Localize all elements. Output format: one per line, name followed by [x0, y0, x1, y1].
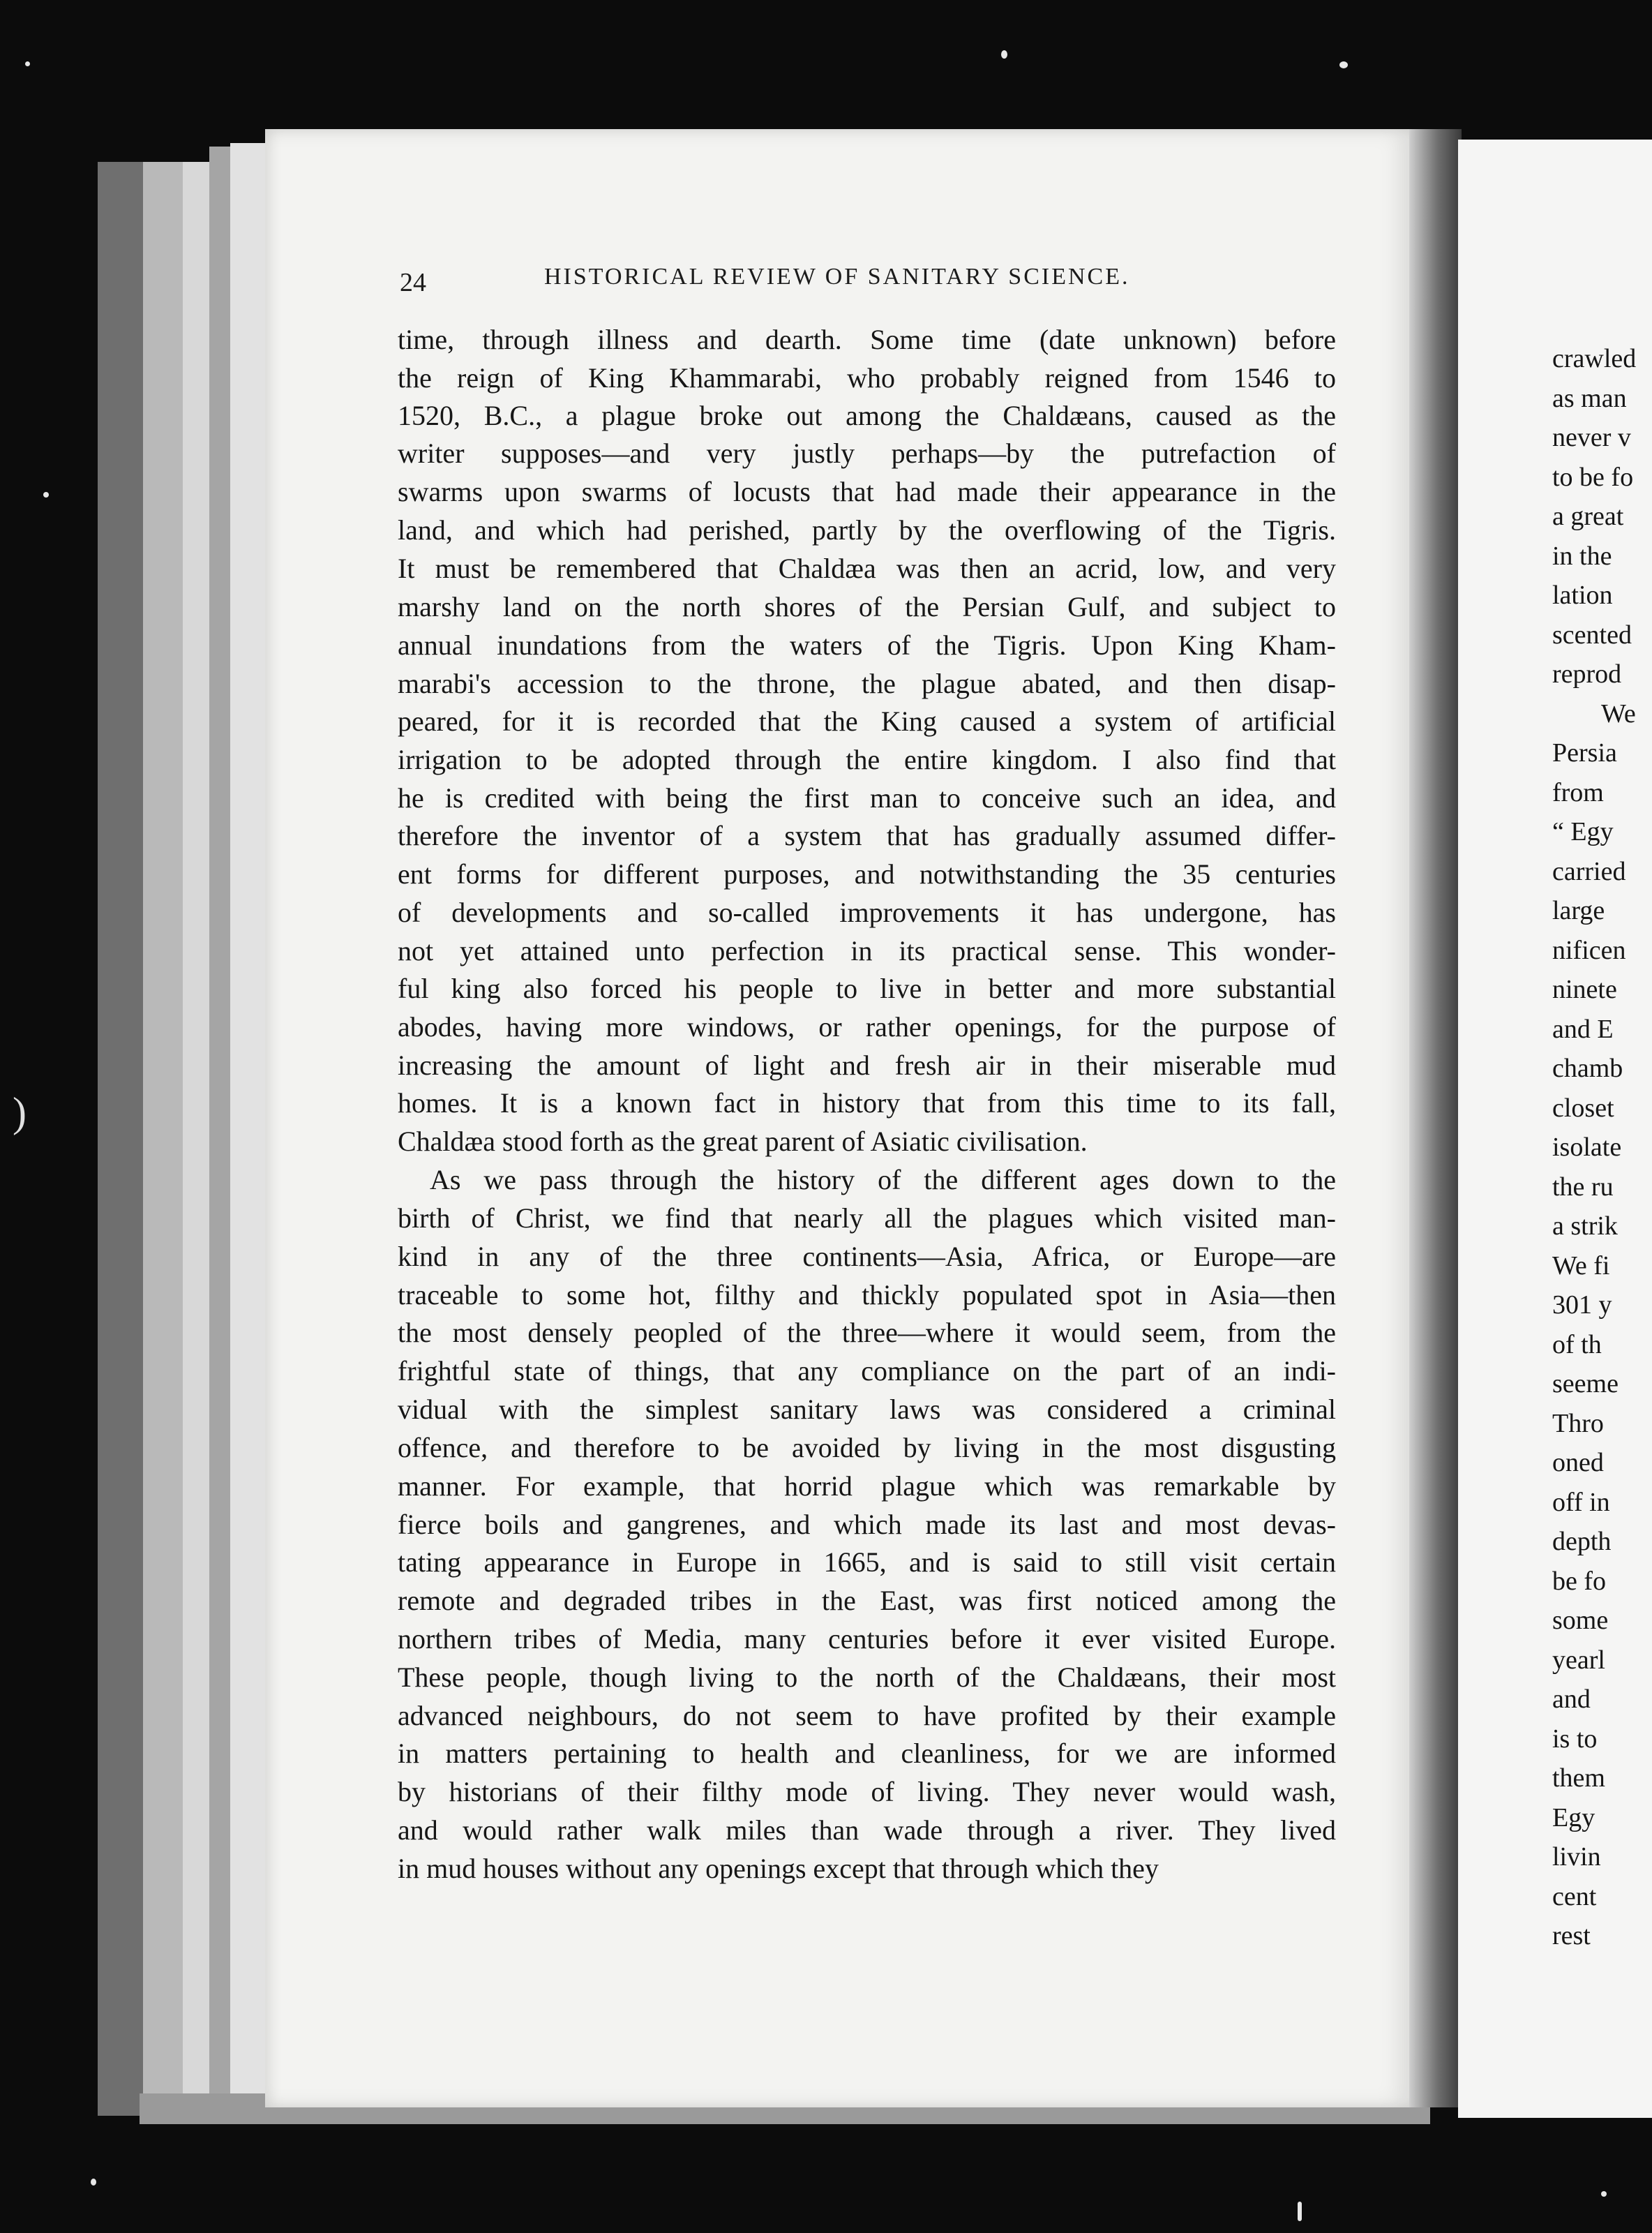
right-page-line: isolate — [1552, 1133, 1622, 1162]
text-line: marshy land on the north shores of the Persian Gulf, and subject to — [398, 591, 1336, 622]
text-line: writer supposes—and very justly perhaps—by the putrefaction of — [398, 438, 1336, 469]
right-page-line: a great — [1552, 502, 1624, 531]
text-line: homes. It is a known fact in history that from this time to its fall, — [398, 1087, 1336, 1119]
text-line: marabi's accession to the throne, the plague abated, and then disap- — [398, 668, 1336, 699]
right-page-line: ninete — [1552, 975, 1617, 1004]
right-page-line: them — [1552, 1763, 1605, 1793]
text-line: annual inundations from the waters of the Tigris. Upon King Kham- — [398, 629, 1336, 661]
right-page-line: a strik — [1552, 1211, 1618, 1241]
text-line: fierce boils and gangrenes, and which made its last and most devas- — [398, 1509, 1336, 1540]
right-page-line: chamb — [1552, 1054, 1623, 1083]
right-page-line: nificen — [1552, 935, 1626, 965]
text-line: therefore the inventor of a system that has gradually assumed differ- — [398, 820, 1336, 851]
right-page-line: Egy — [1552, 1802, 1595, 1832]
text-line: peared, for it is recorded that the King caused a system of artificial — [398, 705, 1336, 737]
text-line: in mud houses without any openings except that through which they — [398, 1853, 1159, 1884]
dust-speck — [1001, 50, 1007, 59]
dust-speck — [1298, 2202, 1302, 2221]
right-page-line: crawled — [1552, 344, 1637, 373]
text-line: the reign of King Khammarabi, who probably reigned from 1546 to — [398, 362, 1336, 394]
text-line: the most densely peopled of the three—where it would seem, from the — [398, 1317, 1336, 1348]
dust-speck — [1601, 2191, 1607, 2197]
text-line: abodes, having more windows, or rather openings, for the purpose of — [398, 1011, 1336, 1043]
text-line: frightful state of things, that any compliance on the part of an indi- — [398, 1355, 1336, 1387]
right-page-line: to be fo — [1552, 462, 1634, 492]
dust-speck — [43, 492, 49, 498]
running-head: HISTORICAL REVIEW OF SANITARY SCIENCE. — [544, 264, 1130, 290]
text-line: These people, though living to the north of the Chaldæans, their most — [398, 1661, 1336, 1693]
right-page-line: cent — [1552, 1881, 1597, 1911]
text-line: increasing the amount of light and fresh air in their miserable mud — [398, 1050, 1336, 1081]
right-page-line: oned — [1552, 1448, 1604, 1477]
text-line: birth of Christ, we find that nearly all the plagues which visited man- — [398, 1202, 1336, 1234]
right-page-line: seeme — [1552, 1369, 1619, 1398]
text-line: advanced neighbours, do not seem to have profited by their example — [398, 1700, 1336, 1731]
book-edge-leaf — [230, 143, 265, 2118]
text-line: manner. For example, that horrid plague which was remarkable by — [398, 1470, 1336, 1502]
text-line: As we pass through the history of the different ages down to the — [430, 1164, 1336, 1195]
right-page-line: yearl — [1552, 1645, 1605, 1675]
right-page-line: depth — [1552, 1527, 1612, 1556]
text-line: northern tribes of Media, many centuries before it ever visited Europe. — [398, 1623, 1336, 1655]
text-line: remote and degraded tribes in the East, was first noticed among the — [398, 1585, 1336, 1616]
right-page-line: is to — [1552, 1724, 1598, 1754]
right-page-line: carried — [1552, 856, 1626, 886]
text-line: of developments and so-called improvements it has undergone, has — [398, 897, 1336, 928]
right-page-line: be fo — [1552, 1566, 1607, 1596]
right-page-line: rest — [1552, 1921, 1591, 1950]
text-line: in matters pertaining to health and cleanliness, for we are informed — [398, 1738, 1336, 1769]
right-page-line: and — [1552, 1685, 1591, 1714]
page-number: 24 — [400, 268, 426, 297]
right-page-line: scented — [1552, 620, 1632, 650]
right-page-line: lation — [1552, 581, 1613, 610]
text-line: vidual with the simplest sanitary laws was considered a criminal — [398, 1394, 1336, 1425]
text-line: time, through illness and dearth. Some time (date unknown) before — [398, 324, 1336, 355]
right-page-line: large — [1552, 896, 1605, 925]
right-page-line: 301 y — [1552, 1290, 1612, 1320]
text-line: offence, and therefore to be avoided by living in the most disgusting — [398, 1432, 1336, 1463]
text-line: land, and which had perished, partly by the overflowing of the Tigris. — [398, 514, 1336, 546]
right-page-line: as man — [1552, 383, 1627, 413]
text-line: Chaldæa stood forth as the great parent of Asiatic civilisation. — [398, 1126, 1088, 1157]
right-page-line: never v — [1552, 423, 1631, 452]
edge-mark: ) — [13, 1089, 27, 1135]
text-line: irrigation to be adopted through the entire kingdom. I also find that — [398, 744, 1336, 775]
dust-speck — [91, 2179, 96, 2186]
right-page-line: and E — [1552, 1014, 1614, 1044]
right-page-line: in the — [1552, 541, 1612, 571]
text-line: swarms upon swarms of locusts that had made their appearance in the — [398, 476, 1336, 507]
right-page-line: the ru — [1552, 1172, 1614, 1202]
right-page — [1458, 140, 1652, 2118]
text-line: traceable to some hot, filthy and thickly populated spot in Asia—then — [398, 1279, 1336, 1310]
text-line: tating appearance in Europe in 1665, and is said to still visit certain — [398, 1546, 1336, 1578]
right-page-line: livin — [1552, 1842, 1601, 1872]
right-page-line: reprod — [1552, 659, 1622, 689]
text-line: by historians of their filthy mode of living. They never would wash, — [398, 1776, 1336, 1807]
right-page-line: off in — [1552, 1487, 1610, 1517]
text-line: ent forms for different purposes, and notwithstanding the 35 centuries — [398, 858, 1336, 890]
text-line: 1520, B.C., a plague broke out among the Chaldæans, caused as the — [398, 400, 1336, 431]
text-line: he is credited with being the first man to conceive such an idea, and — [398, 782, 1336, 814]
right-page-line: Persia — [1552, 738, 1617, 768]
right-page-line: Thro — [1552, 1408, 1604, 1438]
text-line: kind in any of the three continents—Asia, Africa, or Europe—are — [398, 1241, 1336, 1272]
book-gutter — [1409, 129, 1462, 2107]
right-page-line: of th — [1552, 1329, 1602, 1359]
right-page-line: We fi — [1552, 1250, 1610, 1280]
right-page-line: closet — [1552, 1093, 1614, 1123]
text-line: It must be remembered that Chaldæa was then an acrid, low, and very — [398, 553, 1336, 584]
right-page-line: “ Egy — [1552, 817, 1614, 846]
text-line: and would rather walk miles than wade through a river. They lived — [398, 1814, 1336, 1846]
text-line: ful king also forced his people to live in better and more substantial — [398, 973, 1336, 1004]
dust-speck — [1339, 61, 1348, 68]
right-page-line: We — [1601, 699, 1636, 729]
right-page-line: some — [1552, 1606, 1609, 1635]
right-page-line: from — [1552, 777, 1604, 807]
text-line: not yet attained unto perfection in its practical sense. This wonder- — [398, 935, 1336, 966]
dust-speck — [25, 61, 30, 66]
